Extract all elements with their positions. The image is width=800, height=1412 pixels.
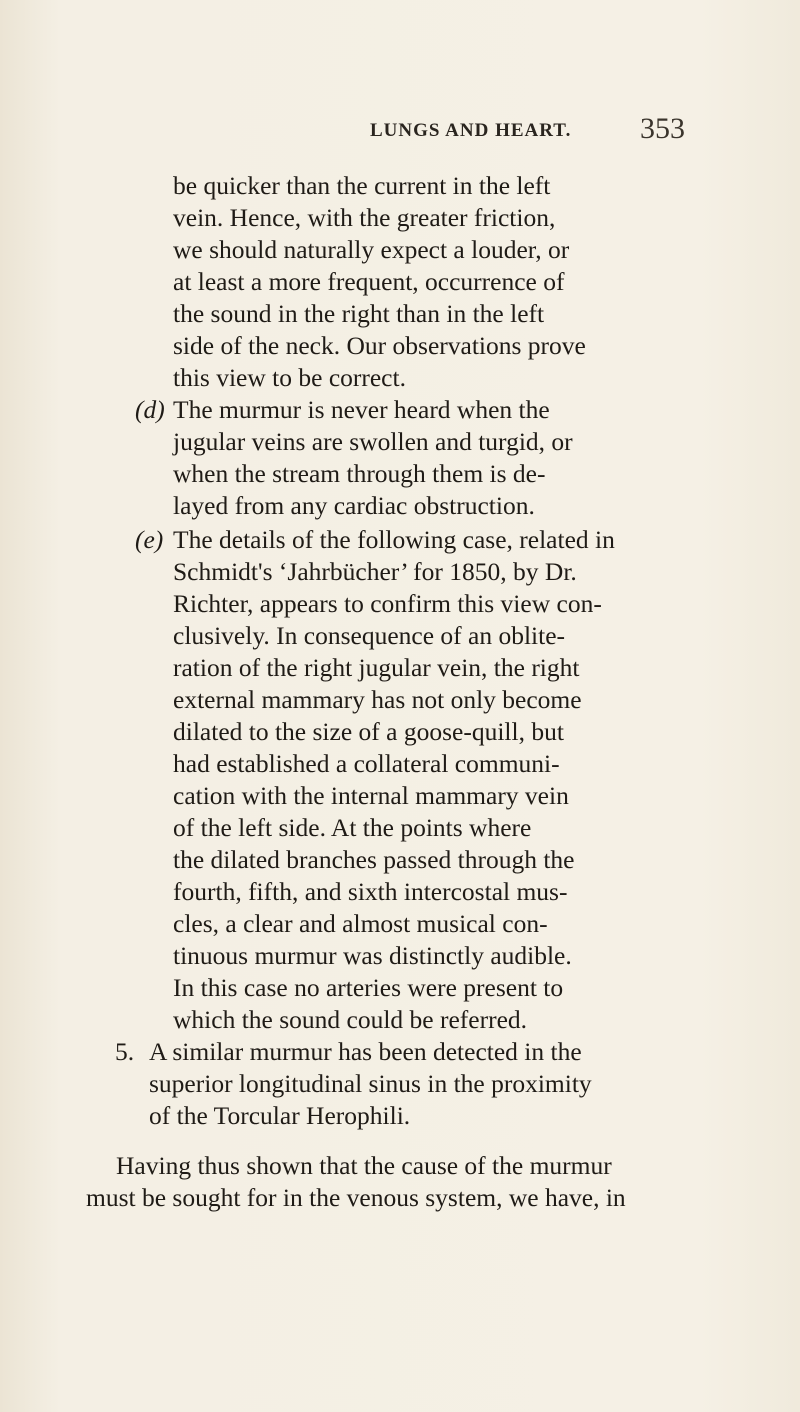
text-line: cles, a clear and almost musical con- <box>173 909 548 938</box>
text-line: ration of the right jugular vein, the right <box>173 653 580 682</box>
text-line: we should naturally expect a louder, or <box>173 235 570 264</box>
text-line: A similar murmur has been detected in the <box>149 1037 582 1066</box>
text-line: external mammary has not only become <box>173 685 582 714</box>
text-line: Richter, appears to confirm this view con- <box>173 589 602 618</box>
text-line: clusively. In consequence of an oblite- <box>173 621 566 650</box>
text-line: dilated to the size of a goose-quill, but <box>173 717 564 746</box>
item-marker-d: (d) <box>135 395 165 424</box>
page-header <box>0 114 800 154</box>
text-line: side of the neck. Our observations prove <box>173 331 586 360</box>
text-line: In this case no arteries were present to <box>173 973 564 1002</box>
text-line: be quicker than the current in the left <box>173 171 551 200</box>
text-line: which the sound could be referred. <box>173 1005 528 1034</box>
text-line: at least a more frequent, occurrence of <box>173 267 565 296</box>
text-line: jugular veins are swollen and turgid, or <box>173 427 573 456</box>
text-line: had established a collateral communi- <box>173 749 560 778</box>
text-line: Having thus shown that the cause of the murmur <box>116 1151 612 1180</box>
text-line: cation with the internal mammary vein <box>173 781 569 810</box>
text-line: fourth, fifth, and sixth intercostal mus- <box>173 877 568 906</box>
text-line: of the Torcular Herophili. <box>149 1101 411 1130</box>
text-line: when the stream through them is de- <box>173 459 546 488</box>
text-line: the dilated branches passed through the <box>173 845 575 874</box>
text-line: must be sought for in the venous system, we have, in <box>86 1183 626 1212</box>
text-line: The murmur is never heard when the <box>173 395 550 424</box>
text-line: layed from any cardiac obstruction. <box>173 491 535 520</box>
running-title: LUNGS AND HEART. <box>370 120 572 141</box>
text-line: Schmidt's ‘Jahrbücher’ for 1850, by Dr. <box>173 557 577 586</box>
text-line: superior longitudinal sinus in the proximity <box>149 1069 592 1098</box>
text-line: tinuous murmur was distinctly audible. <box>173 941 572 970</box>
item-marker-5: 5. <box>115 1037 135 1066</box>
text-line: vein. Hence, with the greater friction, <box>173 203 556 232</box>
text-line: of the left side. At the points where <box>173 813 532 842</box>
text-line: the sound in the right than in the left <box>173 299 545 328</box>
item-marker-e: (e) <box>135 525 164 554</box>
text-line: this view to be correct. <box>173 363 406 392</box>
page-number: 353 <box>640 112 685 145</box>
text-line: The details of the following case, related in <box>173 525 615 554</box>
